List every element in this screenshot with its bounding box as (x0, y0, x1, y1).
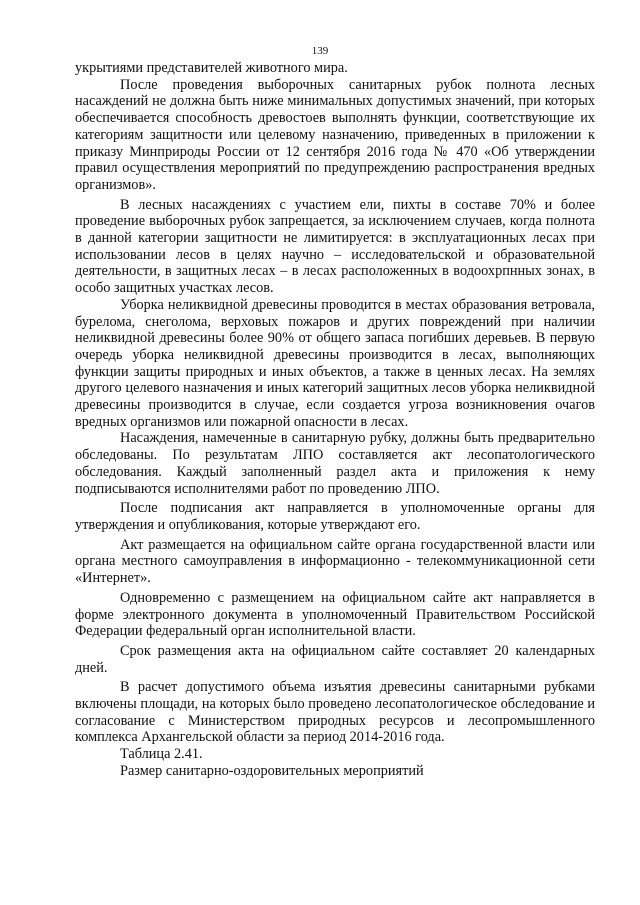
paragraph-spruce-fir: В лесных насаждениях с участием ели, пихты в составе 70% и более проведение выборочных рубок запрещается, за исключением случаев, когда полнота в данной категории защитности не лимитируется: в эксплуатационных лесах при использовании лесов в целях научно – исследовательской и образовательной деятельности, в защитных лесах – в лесах расположенных в водоохрпнных зонах, в особо защитных участках лесов. (75, 196, 595, 297)
paragraph-publication-term: Срок размещения акта на официальном сайте составляет 20 календарных дней. (75, 642, 595, 676)
paragraph-deadwood-removal: Уборка неликвидной древесины проводится в местах образования ветровала, бурелома, снеголома, верховых пожаров и других повреждений при наличии неликвидной древесины более 90% от общего запаса погибших деревьев. В первую очередь уборка неликвидной древесины производится в лесах, выполняющих функции защиты природных и иных объектов, а также в ценных лесах. На землях другого целевого назначения и иных категорий защитных лесов уборка неликвидной древесины производится в случае, если создается угроза возникновения очагов вредных организмов или пожарной опасности в лесах. (75, 296, 595, 430)
paragraph-stand-density: После проведения выборочных санитарных рубок полнота лесных насаждений не должна быть ниже минимальных допустимых значений, при которых обеспечивается способность древостоев выполнять функции, соответствующие их категориям защитности или целевому назначению, приведенных в приложении к приказу Минприроды России от 12 сентября 2016 года № 470 «Об утверждении правил осуществления мероприятий по предупреждению распространения вредных организмов». (75, 76, 595, 193)
table-label: Таблица 2.41. (120, 746, 203, 763)
paragraph-electronic-submission: Одновременно с размещением на официальном сайте акт направляется в форме электронного документа в уполномоченный Правительством Российской Федерации федеральный орган исполнительной власти. (75, 589, 595, 640)
page-number: 139 (311, 45, 329, 57)
paragraph-continuation: укрытиями представителей животного мира. (75, 60, 348, 76)
table-title: Размер санитарно-оздоровительных мероприятий (120, 762, 424, 779)
paragraph-act-publication: Акт размещается на официальном сайте органа государственной власти или органа местного самоуправления в информационно - телекоммуникационной сети «Интернет». (75, 536, 595, 587)
paragraph-survey: Насаждения, намеченные в санитарную рубку, должны быть предварительно обследованы. По результатам ЛПО составляется акт лесопатологического обследования. Каждый заполненный раздел акта и приложения к нему подписываются исполнителями работ по проведению ЛПО. (75, 430, 595, 497)
document-body (75, 60, 595, 780)
paragraph-allowable-volume: В расчет допустимого объема изъятия древесины санитарными рубками включены площади, на которых было проведено лесопатологическое обследование и согласование с Министерством природных ресурсов и лесопромышленного комплекса Архангельской области за период 2014-2016 года. (75, 679, 595, 746)
paragraph-act-approval: После подписания акт направляется в уполномоченные органы для утверждения и опубликования, которые утверждают его. (75, 500, 595, 533)
